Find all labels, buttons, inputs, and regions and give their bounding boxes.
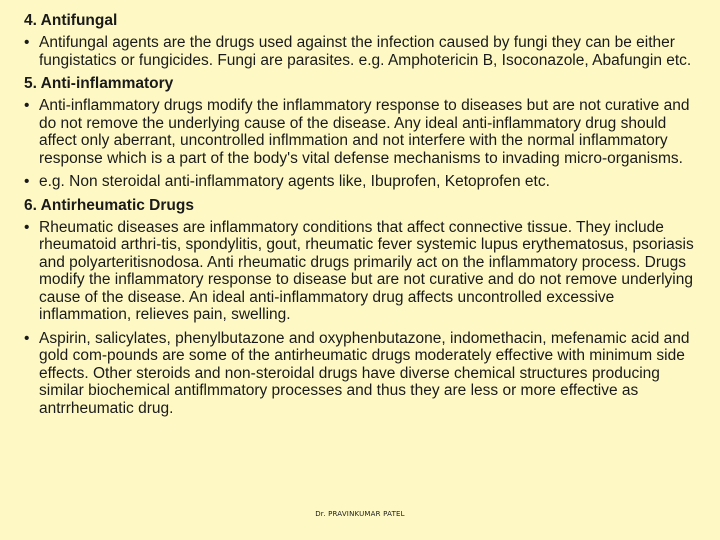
bullet-text: Aspirin, salicylates, phenylbutazone and oxyphenbutazone, indomethacin, mefenamic acid and gold com-pounds are some of the antirheumatic drugs moderately effective with minimum side effects. Other steroids and non-steroidal drugs have diverse chemical structures producing similar biochemical antiflmmatory processes and thus they are less or more effective as antrrheumatic drug. <box>39 329 690 417</box>
section-antirheumatic <box>24 197 704 418</box>
bullet-item <box>24 173 704 191</box>
bullet-text: Rheumatic diseases are inflammatory conditions that affect connective tissue. They include rheumatoid arthri-tis, spondylitis, gout, rheumatic fever systemic lupus erythematosus, psoriasis and polyarteritisnodosa. Anti rheumatic drugs primarily act on the inflammatory process. Drugs modify the inflammatory response to disease but are not curative and do not remove underlying cause of the disease. An ideal anti-inflammatory drug affects uncontrolled excessive inflammation, relieves pain, swelling. <box>39 218 694 323</box>
footer-author: Dr. PRAVINKUMAR PATEL <box>315 510 405 518</box>
section-antifungal <box>24 12 704 69</box>
bullet-text: e.g. Non steroidal anti-inflammatory agents like, Ibuprofen, Ketoprofen etc. <box>39 173 550 190</box>
bullet-item <box>24 97 704 167</box>
section-heading: 6. Antirheumatic Drugs <box>24 196 194 214</box>
bullet-item <box>24 219 704 324</box>
section-anti-inflammatory <box>24 75 704 191</box>
bullet-text: Anti-inflammatory drugs modify the inflammatory response to diseases but are not curative and do not remove the underlying cause of the disease. Any ideal anti-inflammatory drug should affect only aberrant, uncontrolled inflmmation and not interfere with the normal inflammatory response which is a part of the body's vital defense mechanisms to invading micro-organisms. <box>39 97 690 167</box>
bullet-icon: • <box>24 173 30 190</box>
section-heading: 4. Antifungal <box>24 12 118 29</box>
bullet-icon: • <box>24 218 30 236</box>
bullet-item <box>24 330 704 418</box>
section-heading: 5. Anti-inflammatory <box>24 75 174 92</box>
slide-content <box>24 12 704 423</box>
bullet-icon: • <box>24 329 30 347</box>
bullet-item <box>24 34 704 69</box>
bullet-icon: • <box>24 97 30 114</box>
bullet-text: Antifungal agents are the drugs used against the infection caused by fungi they can be either fungistatics or fungicides. Fungi are parasites. e.g. Amphotericin B, Isoconazole, Abafungin etc. <box>39 34 692 69</box>
bullet-icon: • <box>24 34 30 51</box>
